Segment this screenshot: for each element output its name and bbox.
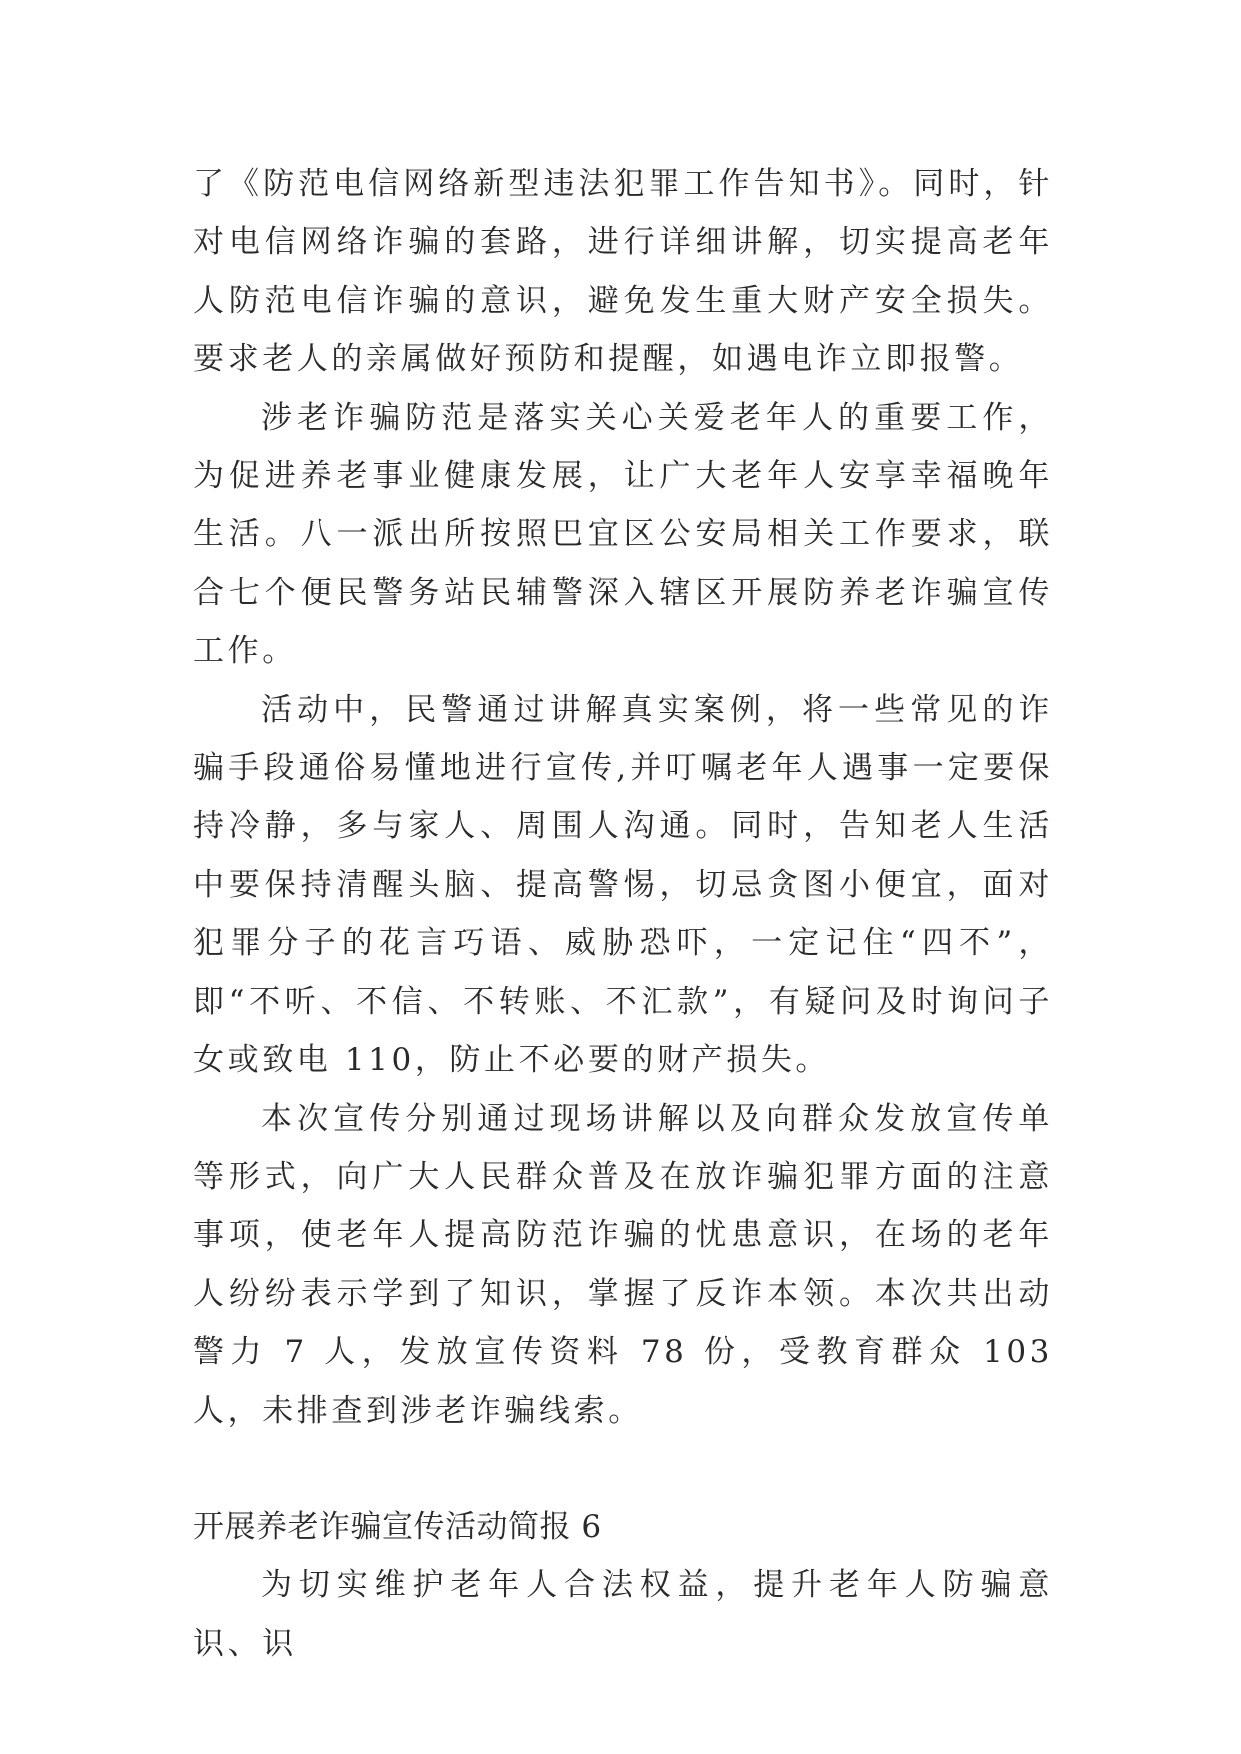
section-heading: 开展养老诈骗宣传活动简报 6 (193, 1508, 602, 1545)
paragraph-1: 了《防范电信网络新型违法犯罪工作告知书》。同时，针对电信网络诈骗的套路，进行详细讲解，切实提高老年人防范电信诈骗的意识，避免发生重大财产安全损失。要求老人的亲属做好预防和提醒，如遇电诈立即报警。 (193, 166, 1053, 378)
paragraph-4: 本次宣传分别通过现场讲解以及向群众发放宣传单等形式，向广大人民群众普及在放诈骗犯罪方面的注意事项，使老年人提高防范诈骗的忧患意识，在场的老年人纷纷表示学到了知识，掌握了反诈本领。本次共出动警力 7 人，发放宣传资料 78 份，受教育群众 103 人，未排查到涉老诈骗线索。 (193, 1100, 1053, 1429)
paragraph-3: 活动中，民警通过讲解真实案例，将一些常见的诈骗手段通俗易懂地进行宣传,并叮嘱老年人遇事一定要保持冷静，多与家人、周围人沟通。同时，告知老人生活中要保持清醒头脑、提高警惕，切忌贪图小便宜，面对犯罪分子的花言巧语、威胁恐吓，一定记住“四不”，即“不听、不信、不转账、不汇款”，有疑问及时询问子女或致电 110，防止不必要的财产损失。 (193, 691, 1053, 1079)
paragraph-5: 为切实维护老年人合法权益，提升老年人防骗意识、识 (193, 1567, 1053, 1662)
paragraph-2: 涉老诈骗防范是落实关心关爱老年人的重要工作，为促进养老事业健康发展，让广大老年人安享幸福晚年生活。八一派出所按照巴宜区公安局相关工作要求，联合七个便民警务站民辅警深入辖区开展防养老诈骗宣传工作。 (193, 399, 1053, 670)
section-spacer (193, 1440, 1053, 1498)
document-body (193, 155, 1053, 1673)
